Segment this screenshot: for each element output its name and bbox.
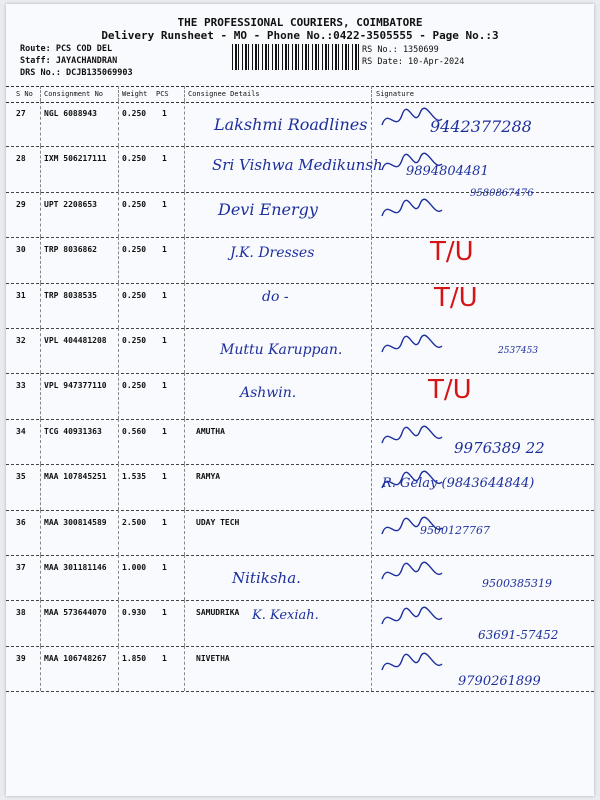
col-divider	[371, 328, 372, 373]
drs-label: DRS No.: DCJB135069903	[20, 68, 133, 78]
col-divider	[371, 101, 372, 146]
col-divider	[118, 237, 119, 282]
handwritten-signature: 9790261899	[458, 673, 541, 689]
col-divider	[40, 192, 41, 237]
row-serial: 27	[16, 109, 26, 118]
col-divider	[184, 237, 185, 282]
col-divider	[184, 283, 185, 328]
table-row	[6, 464, 594, 510]
row-weight: 0.930	[122, 608, 147, 618]
barcode	[232, 44, 360, 70]
row-weight: 1.535	[122, 472, 147, 482]
col-divider	[40, 600, 41, 645]
table-row	[6, 187, 594, 238]
handwritten-consignee: K. Kexiah.	[252, 608, 319, 624]
col-divider	[371, 373, 372, 418]
row-consignee: RAMYA	[196, 472, 221, 482]
tu-mark: T/U	[430, 237, 474, 268]
col-signature: Signature	[376, 90, 414, 98]
row-serial: 34	[16, 426, 26, 436]
signature-scribble	[378, 196, 448, 226]
handwritten-consignee: Ashwin.	[240, 385, 297, 402]
row-consignment-no: MAA 107845251	[44, 472, 107, 482]
col-divider	[40, 555, 41, 600]
col-divider	[118, 146, 119, 191]
company-title: THE PROFESSIONAL COURIERS, COIMBATORE	[177, 16, 423, 29]
col-divider	[40, 283, 41, 328]
table-row	[6, 555, 594, 601]
col-divider	[40, 328, 41, 373]
handwritten-consignee: Lakshmi Roadlines	[214, 115, 368, 134]
handwritten-signature: R. Gelay (9843644844)	[382, 476, 535, 492]
signature-scribble	[378, 604, 448, 634]
row-consignment-no: UPT 2208653	[44, 199, 97, 209]
route-label: Route: PCS COD DEL	[20, 44, 113, 54]
handwritten-consignee: Sri Vishwa Medikunsh	[212, 156, 383, 175]
row-weight: 0.560	[122, 426, 147, 436]
col-divider	[371, 237, 372, 282]
signature-scribble	[378, 332, 448, 362]
col-consignee: Consignee Details	[188, 90, 260, 98]
row-pcs: 1	[162, 154, 167, 164]
col-divider	[184, 328, 185, 373]
rs-date: RS Date: 10-Apr-2024	[362, 57, 465, 67]
row-weight: 0.250	[122, 109, 147, 118]
row-pcs: 1	[162, 472, 167, 482]
table-row	[6, 328, 594, 374]
col-divider	[371, 600, 372, 645]
row-weight: 0.250	[122, 154, 147, 164]
col-divider	[184, 86, 185, 101]
col-divider	[118, 283, 119, 328]
col-divider	[184, 646, 185, 691]
handwritten-signature: 9500127767	[420, 523, 490, 537]
row-consignee: AMUTHA	[196, 426, 225, 436]
row-pcs: 1	[162, 336, 167, 345]
table-row	[6, 646, 594, 692]
col-divider	[184, 600, 185, 645]
col-sno: S No	[16, 90, 33, 98]
signature-scribble	[378, 650, 448, 680]
table-row	[6, 600, 594, 646]
row-consignment-no: MAA 301181146	[44, 563, 107, 572]
signature-scribble	[378, 559, 448, 589]
row-consignee: UDAY TECH	[196, 517, 240, 527]
col-divider	[40, 464, 41, 509]
col-divider	[40, 237, 41, 282]
col-divider	[40, 146, 41, 191]
col-divider	[184, 373, 185, 418]
handwritten-signature: 9580867476	[470, 187, 534, 199]
row-serial: 35	[16, 472, 26, 482]
table-row	[6, 419, 594, 465]
row-serial: 32	[16, 336, 26, 345]
row-serial: 39	[16, 653, 26, 663]
tu-mark: T/U	[428, 375, 472, 406]
col-divider	[184, 192, 185, 237]
row-serial: 30	[16, 245, 26, 255]
row-consignment-no: TCG 40931363	[44, 426, 102, 436]
row-serial: 37	[16, 563, 26, 572]
runsheet-page	[6, 4, 594, 796]
col-divider	[40, 86, 41, 101]
row-weight: 0.250	[122, 199, 147, 209]
table-row	[6, 237, 594, 283]
signature-scribble	[378, 423, 448, 453]
staff-label: Staff: JAYACHANDRAN	[20, 56, 118, 66]
row-pcs: 1	[162, 653, 167, 663]
row-consignment-no: VPL 404481208	[44, 336, 107, 345]
col-divider	[184, 419, 185, 464]
row-pcs: 1	[162, 608, 167, 618]
col-divider	[371, 192, 372, 237]
col-divider	[371, 86, 372, 101]
handwritten-signature: 9894804481	[406, 164, 489, 180]
tu-mark: T/U	[434, 282, 478, 313]
row-consignment-no: MAA 300814589	[44, 517, 107, 527]
handwritten-signature: 2537453	[498, 346, 539, 356]
col-divider	[118, 555, 119, 600]
row-weight: 1.850	[122, 653, 147, 663]
col-pcs: PCS	[156, 90, 169, 98]
row-weight: 0.250	[122, 381, 147, 391]
col-divider	[40, 646, 41, 691]
row-serial: 31	[16, 290, 26, 300]
row-pcs: 1	[162, 381, 167, 391]
col-weight: Weight	[122, 90, 148, 98]
col-divider	[118, 101, 119, 146]
row-pcs: 1	[162, 563, 167, 572]
col-divider	[118, 86, 119, 101]
row-pcs: 1	[162, 245, 167, 255]
col-divider	[40, 373, 41, 418]
col-divider	[40, 101, 41, 146]
col-divider	[371, 464, 372, 509]
table-row	[6, 510, 594, 556]
row-pcs: 1	[162, 199, 167, 209]
row-consignee: NIVETHA	[196, 653, 230, 663]
row-serial: 33	[16, 381, 26, 391]
row-serial: 28	[16, 154, 26, 164]
handwritten-consignee: Devi Energy	[218, 199, 318, 219]
row-consignment-no: TRP 8036862	[44, 245, 97, 255]
row-serial: 38	[16, 608, 26, 618]
col-divider	[184, 510, 185, 555]
table-row	[6, 373, 594, 419]
handwritten-signature: 9500385319	[482, 577, 552, 590]
handwritten-signature: 63691-57452	[478, 628, 559, 643]
rs-number: RS No.: 1350699	[362, 45, 439, 55]
row-weight: 0.250	[122, 336, 147, 345]
col-divider	[118, 419, 119, 464]
col-divider	[40, 419, 41, 464]
row-pcs: 1	[162, 426, 167, 436]
col-divider	[371, 646, 372, 691]
table-row	[6, 283, 594, 329]
col-divider	[118, 510, 119, 555]
handwritten-signature: 9442377288	[430, 117, 532, 136]
handwritten-consignee: Muttu Karuppan.	[220, 342, 343, 358]
col-divider	[371, 555, 372, 600]
row-weight: 0.250	[122, 245, 147, 255]
row-serial: 36	[16, 517, 26, 527]
row-pcs: 1	[162, 517, 167, 527]
col-divider	[40, 510, 41, 555]
row-consignment-no: VPL 947377110	[44, 381, 107, 391]
row-consignee: SAMUDRIKA	[196, 608, 240, 618]
table-row	[6, 146, 594, 192]
col-consignment: Consignment No	[44, 90, 104, 98]
runsheet-title: Delivery Runsheet - MO - Phone No.:0422-3505555 - Page No.:3	[101, 29, 499, 42]
row-consignment-no: MAA 106748267	[44, 653, 107, 663]
col-divider	[371, 510, 372, 555]
handwritten-consignee: do -	[262, 288, 289, 305]
handwritten-consignee: J.K. Dresses	[230, 245, 315, 262]
handwritten-consignee: Nitiksha.	[232, 569, 301, 587]
row-weight: 1.000	[122, 563, 147, 572]
col-divider	[184, 464, 185, 509]
col-divider	[184, 555, 185, 600]
row-weight: 0.250	[122, 290, 147, 300]
col-divider	[118, 600, 119, 645]
row-pcs: 1	[162, 109, 167, 118]
row-pcs: 1	[162, 290, 167, 300]
col-divider	[118, 328, 119, 373]
col-divider	[118, 464, 119, 509]
col-divider	[371, 283, 372, 328]
row-consignment-no: TRP 8038535	[44, 290, 97, 300]
row-consignment-no: MAA 573644070	[44, 608, 107, 618]
col-divider	[184, 101, 185, 146]
table-row	[6, 101, 594, 147]
col-divider	[118, 646, 119, 691]
col-divider	[118, 373, 119, 418]
row-consignment-no: NGL 6088943	[44, 109, 97, 118]
handwritten-signature: 9976389 22	[454, 438, 545, 457]
row-consignment-no: IXM 506217111	[44, 154, 107, 164]
col-divider	[371, 419, 372, 464]
col-divider	[118, 192, 119, 237]
row-weight: 2.500	[122, 517, 147, 527]
col-divider	[184, 146, 185, 191]
row-serial: 29	[16, 199, 26, 209]
